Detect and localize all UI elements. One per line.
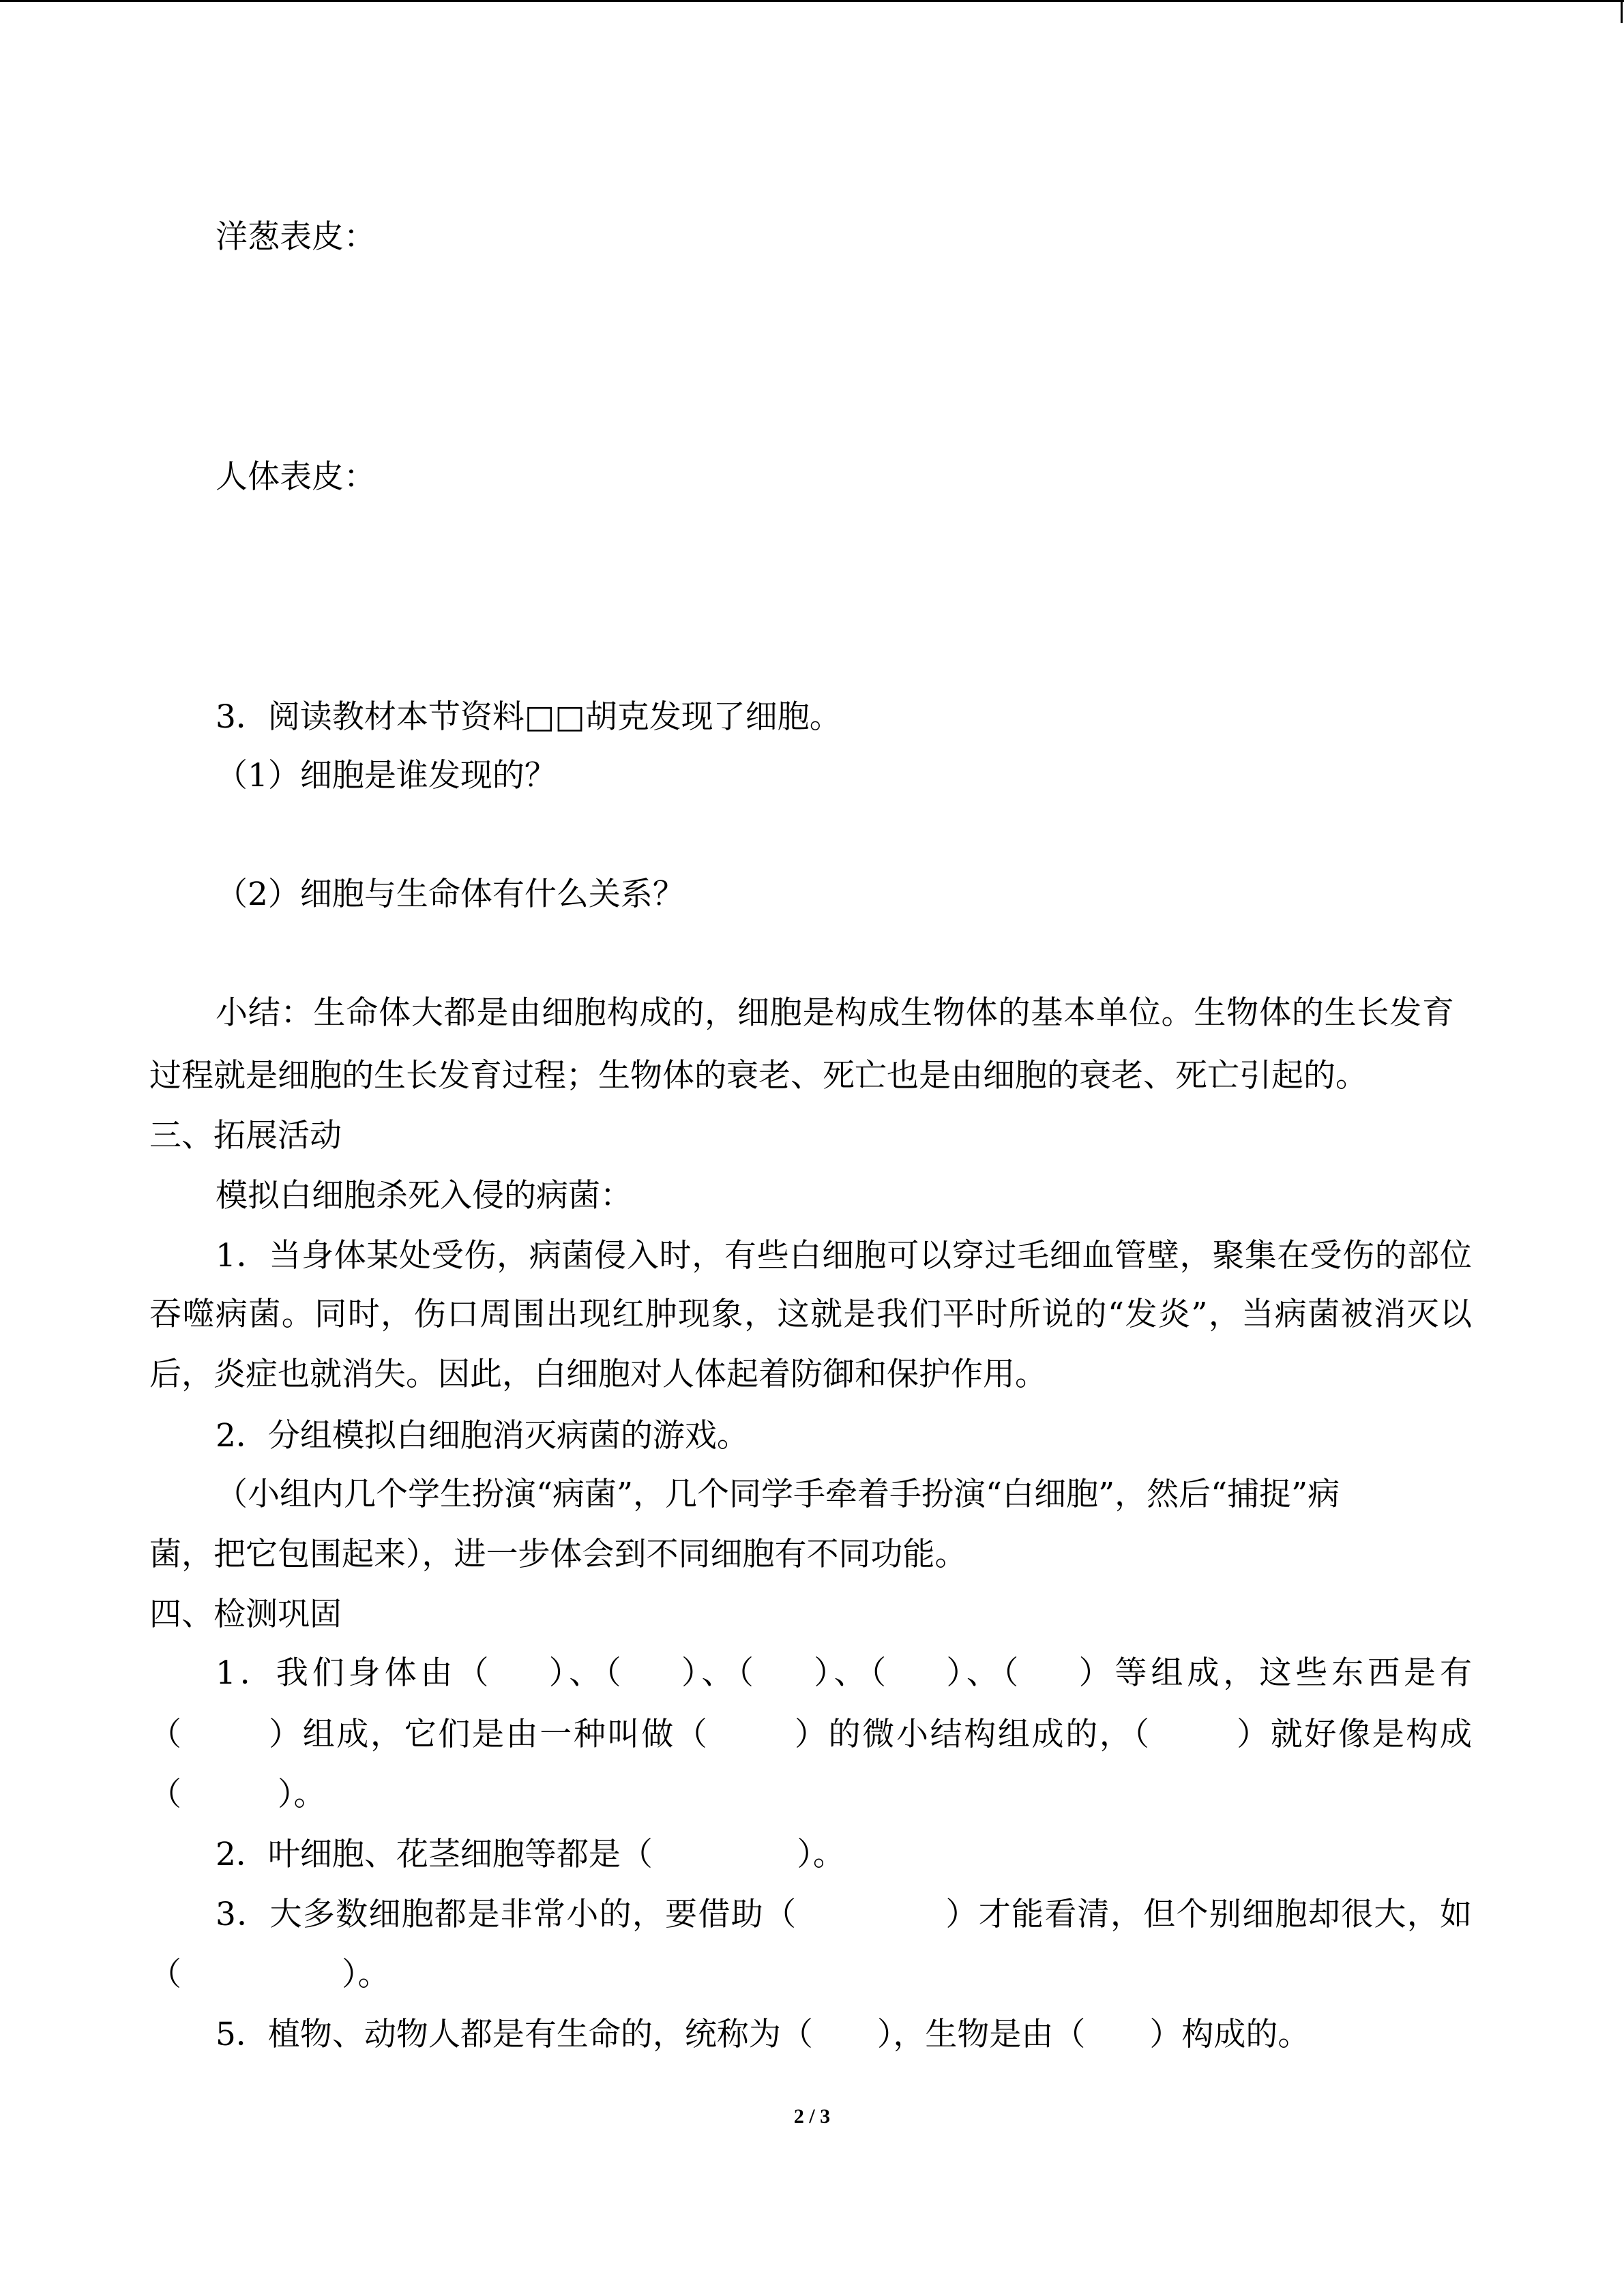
quiz-question-1-line: 1．我们身体由（ ）、（ ）、（ ）、（ ）、（ ）等组成，这些东西是有 <box>216 1654 1472 1692</box>
section-heading: 四、检测巩固 <box>149 1596 342 1633</box>
summary-line: 过程就是细胞的生长发育过程；生物体的衰老、死亡也是由细胞的衰老、死亡引起的。 <box>149 1057 1368 1094</box>
reading-question-1: （1）细胞是谁发现的？ <box>216 757 557 794</box>
page-top-border <box>0 0 1624 2</box>
reading-question-2: （2）细胞与生命体有什么关系？ <box>216 876 685 913</box>
quiz-question-1-line: （ ）组成，它们是由一种叫做（ ）的微小结构组成的，（ ）就好像是构成 <box>149 1716 1472 1753</box>
summary-line: 小结：生命体大都是由细胞构成的，细胞是构成生物体的基本单位。生物体的生长发育 <box>216 994 1454 1032</box>
quiz-question-1-line: （ ）。 <box>149 1776 326 1813</box>
human-epidermis-label: 人体表皮： <box>216 458 376 496</box>
page-number: 2 / 3 <box>793 2105 831 2128</box>
extension-item-2-note-line: （小组内几个学生扮演“病菌”，几个同学手牵着手扮演“白细胞”，然后“捕捉”病 <box>216 1476 1340 1513</box>
page-right-border <box>1621 0 1623 23</box>
quiz-question-3-line: 3．大多数细胞都是非常小的，要借助（ ）才能看清，但个别细胞却很大，如 <box>216 1896 1472 1933</box>
extension-intro: 模拟白细胞杀死入侵的病菌： <box>216 1177 632 1214</box>
reading-task-title: 3．阅读教材本节资料□□胡克发现了细胞。 <box>216 698 842 736</box>
extension-item-1-line: 后，炎症也就消失。因此，白细胞对人体起着防御和保护作用。 <box>149 1356 1047 1393</box>
extension-item-1-line: 吞噬病菌。同时，伤口周围出现红肿现象，这就是我们平时所说的“发炎”，当病菌被消灭以 <box>149 1296 1472 1333</box>
quiz-question-5: 5．植物、动物人都是有生命的，统称为（ ），生物是由（ ）构成的。 <box>216 2016 1310 2053</box>
section-heading: 三、拓展活动 <box>149 1117 342 1154</box>
quiz-question-2: 2．叶细胞、花茎细胞等都是（ ）。 <box>216 1836 845 1873</box>
onion-epidermis-label: 洋葱表皮： <box>216 218 376 256</box>
extension-item-1-line: 1．当身体某处受伤，病菌侵入时，有些白细胞可以穿过毛细血管壁，聚集在受伤的部位 <box>216 1237 1472 1274</box>
quiz-question-3-line: （ ）。 <box>149 1956 390 1993</box>
extension-item-2: 2．分组模拟白细胞消灭病菌的游戏。 <box>216 1417 749 1455</box>
extension-item-2-note-line: 菌，把它包围起来），进一步体会到不同细胞有不同功能。 <box>149 1536 967 1573</box>
